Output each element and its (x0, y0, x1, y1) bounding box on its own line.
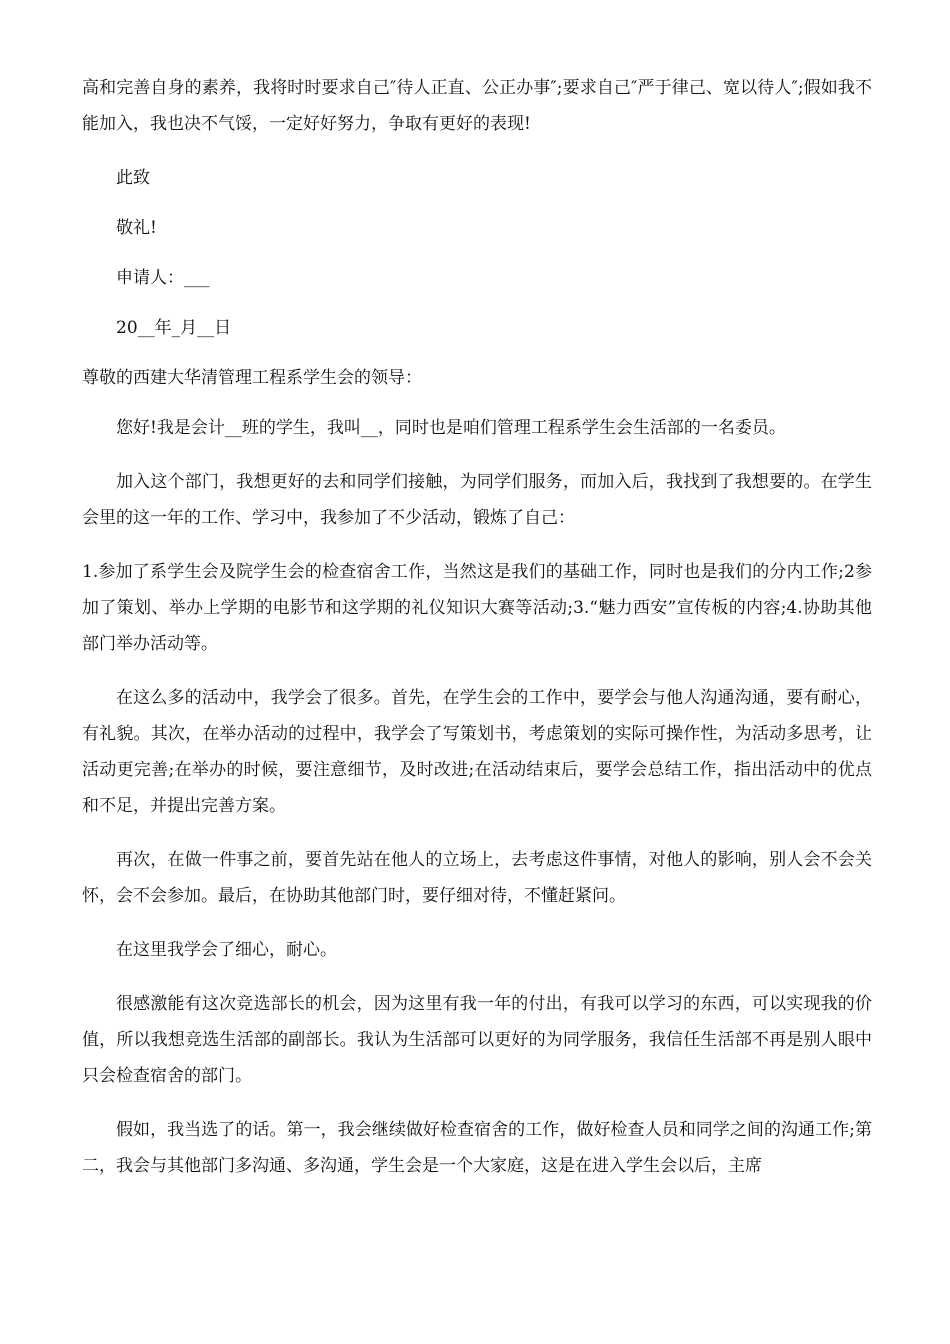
paragraph-applicant-signature: 申请人：___ (116, 268, 210, 288)
paragraph-election-plans: 假如，我当选了的话。第一，我会继续做好检查宿舍的工作，做好检查人员和同学之间的沟通工作;第二，我会与其他部门多沟通、多沟通，学生会是一个大家庭，这是在进入学生会以后，主席 (82, 1120, 872, 1176)
paragraph-closing-text: 高和完善自身的素养，我将时时要求自己″待人正直、公正办事″;要求自己″严于律己、宽以待人″;假如我不能加入，我也决不气馁，一定好好努力，争取有更好的表现! (82, 78, 872, 134)
paragraph-consider-others: 再次，在做一件事之前，要首先站在他人的立场上，去考虑这件事情，对他人的影响，别人会不会关怀，会不会参加。最后，在协助其他部门时，要仔细对待，不懂赶紧问。 (82, 850, 872, 906)
paragraph-lessons-learned: 在这么多的活动中，我学会了很多。首先，在学生会的工作中，要学会与他人沟通沟通，要有耐心，有礼貌。其次，在举办活动的过程中，我学会了写策划书，考虑策划的实际可操作性，为活动多思考，让活动更完善;在举办的时候，要注意细节，及时改进;在活动结束后，要学会总结工作，指出活动中的优点和不足，并提出完善方案。 (82, 688, 872, 816)
paragraph-salutation-jingli: 敬礼! (116, 218, 157, 238)
paragraph-activity-list: 1.参加了系学生会及院学生会的检查宿舍工作，当然这是我们的基础工作，同时也是我们的分内工作;2参加了策划、举办上学期的电影节和这学期的礼仪知识大赛等活动;3.“魅力西安”宣传板的内容;4.协助其他部门举办活动等。 (82, 562, 872, 654)
paragraph-addressee: 尊敬的西建大华清管理工程系学生会的领导： (82, 368, 422, 388)
paragraph-greeting: 您好!我是会计__班的学生，我叫__，同时也是咱们管理工程系学生会生活部的一名委员。 (116, 418, 786, 438)
paragraph-joining-department: 加入这个部门，我想更好的去和同学们接触，为同学们服务，而加入后，我找到了我想要的。在学生会里的这一年的工作、学习中，我参加了不少活动，锻炼了自己： (82, 472, 872, 528)
paragraph-patience: 在这里我学会了细心，耐心。 (116, 940, 337, 960)
document-page (82, 70, 872, 1202)
paragraph-campaign-motivation: 很感激能有这次竞选部长的机会，因为这里有我一年的付出，有我可以学习的东西，可以实现我的价值，所以我想竞选生活部的副部长。我认为生活部可以更好的为同学服务，我信任生活部不再是别人眼中只会检查宿舍的部门。 (82, 994, 872, 1086)
paragraph-salutation-cizhi: 此致 (116, 168, 150, 188)
paragraph-date-line: 20__年_月__日 (116, 318, 232, 338)
